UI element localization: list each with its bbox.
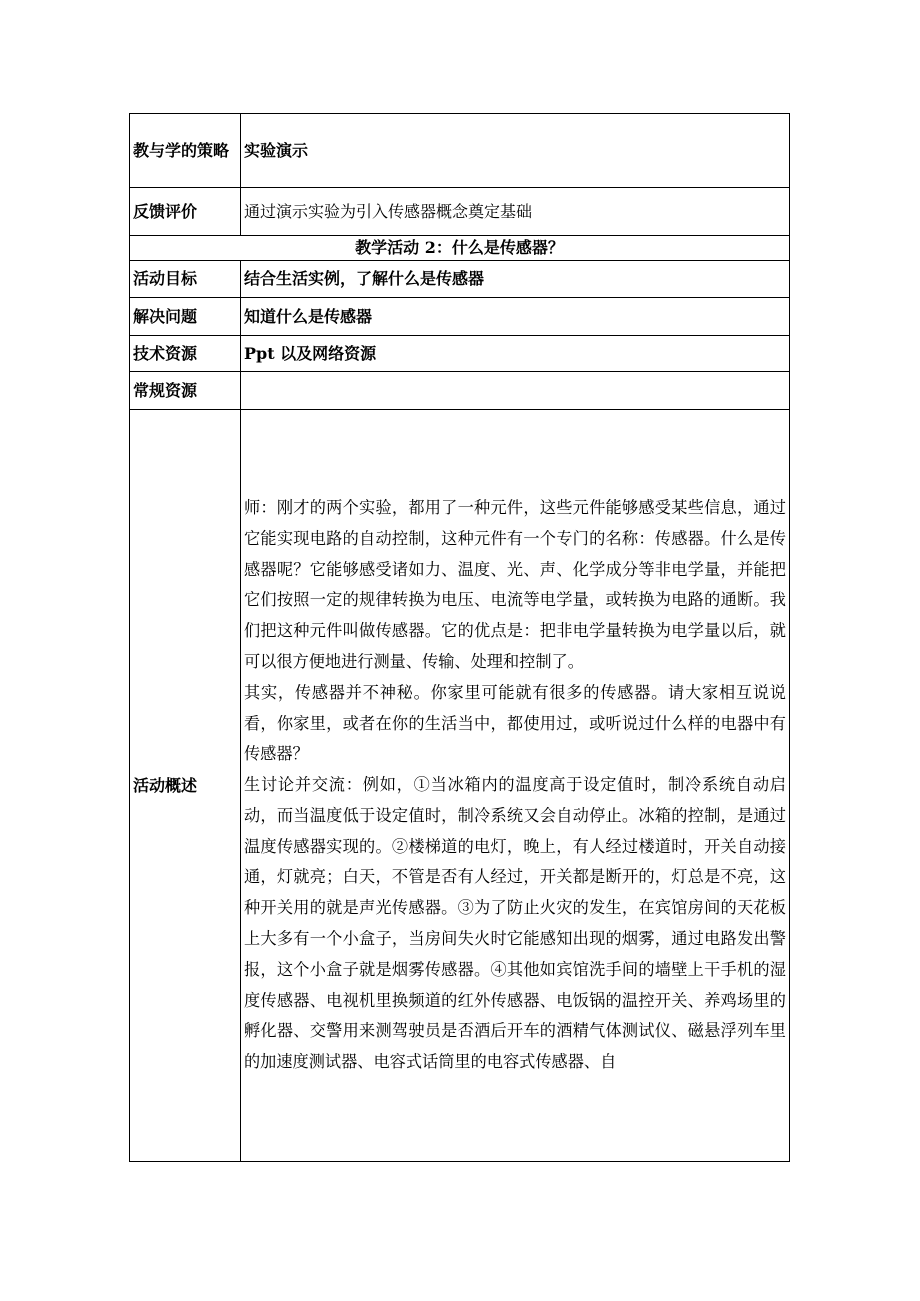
overview-label: 活动概述 — [130, 410, 241, 1162]
conventional-label: 常规资源 — [130, 372, 241, 410]
overview-paragraph: 生讨论并交流：例如，①当冰箱内的温度高于设定值时，制冷系统自动启动，而当温度低于设定值时，制冷系统又会自动停止。冰箱的控制，是通过温度传感器实现的。②楼梯道的电灯，晚上，有人经过楼道时，开关自动接通，灯就亮；白天，不管是否有人经过，开关都是断开的，灯总是不亮，这种开关用的就是声光传感器。③为了防止火灾的发生，在宾馆房间的天花板上大多有一个小盒子，当房间失火时它能感知出现的烟雾，通过电路发出警报，这个小盒子就是烟雾传感器。④其他如宾馆洗手间的墙壁上干手机的湿度传感器、电视机里换频道的红外传感器、电饭锅的温控开关、养鸡场里的孵化器、交警用来测驾驶员是否酒后开车的酒精气体测试仪、磁悬浮列车里的加速度测试器、电容式话筒里的电容式传感器、自 — [244, 775, 786, 1072]
tech-label: 技术资源 — [130, 336, 241, 372]
activity-title: 教学活动 2：什么是传感器？ — [130, 236, 790, 261]
row-overview — [130, 410, 790, 1162]
overview-body — [241, 410, 790, 1162]
goal-value: 结合生活实例，了解什么是传感器 — [241, 261, 790, 298]
lesson-plan-table — [129, 113, 790, 1162]
tech-value: Ppt 以及网络资源 — [241, 336, 790, 372]
row-activity-title — [130, 236, 790, 261]
row-feedback — [130, 188, 790, 236]
strategy-value: 实验演示 — [241, 114, 790, 188]
strategy-label: 教与学的策略 — [130, 114, 241, 188]
row-problem — [130, 298, 790, 336]
overview-paragraph: 师：刚才的两个实验，都用了一种元件，这些元件能够感受某些信息，通过它能实现电路的自动控制，这种元件有一个专门的名称：传感器。什么是传感器呢？它能够感受诸如力、温度、光、声、化学成分等非电学量，并能把它们按照一定的规律转换为电压、电流等电学量，或转换为电路的通断。我们把这种元件叫做传感器。它的优点是：把非电学量转换为电学量以后，就可以很方便地进行测量、传输、处理和控制了。 — [244, 497, 786, 671]
goal-label: 活动目标 — [130, 261, 241, 298]
problem-value: 知道什么是传感器 — [241, 298, 790, 336]
row-conventional — [130, 372, 790, 410]
feedback-label: 反馈评价 — [130, 188, 241, 236]
problem-label: 解决问题 — [130, 298, 241, 336]
overview-paragraph: 其实，传感器并不神秘。你家里可能就有很多的传感器。请大家相互说说看，你家里，或者在你的生活当中，都使用过，或听说过什么样的电器中有传感器？ — [244, 682, 786, 764]
row-strategy — [130, 114, 790, 188]
row-tech — [130, 336, 790, 372]
conventional-value — [241, 372, 790, 410]
feedback-value: 通过演示实验为引入传感器概念奠定基础 — [241, 188, 790, 236]
row-goal — [130, 261, 790, 298]
